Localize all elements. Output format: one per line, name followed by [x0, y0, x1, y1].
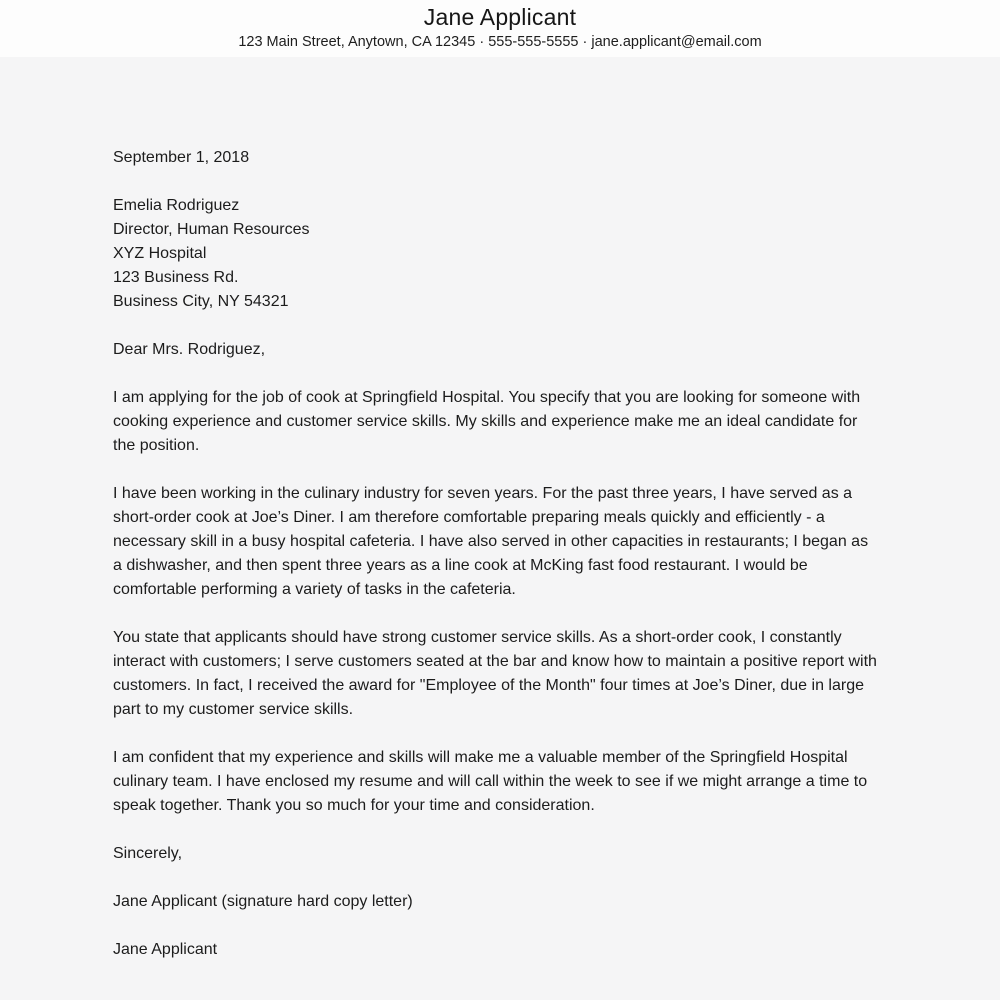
letter-header [0, 0, 1000, 57]
applicant-name: Jane Applicant [423, 4, 577, 30]
signature-note: Jane Applicant (signature hard copy letter) [113, 893, 413, 910]
letter-body [0, 57, 1000, 962]
closing: Sincerely, [113, 845, 183, 862]
body-paragraph: You state that applicants should have strong customer service skills. As a short-order cook, I constantly interact with customers; I serve customers seated at the bar and know how to maintain a positive report with customers. In fact, I received the award for "Employee of the Month" four times at Joe’s Diner, due in large part to my customer service skills. [113, 629, 877, 718]
applicant-contact-line: 123 Main Street, Anytown, CA 12345 · 555-555-5555 · jane.applicant@email.com [238, 34, 762, 50]
salutation: Dear Mrs. Rodriguez, [113, 341, 266, 358]
recipient-title: Director, Human Resources [113, 221, 310, 238]
letter-date: September 1, 2018 [113, 149, 250, 166]
body-paragraph: I have been working in the culinary industry for seven years. For the past three years, I have served as a short-order cook at Joe’s Diner. I am therefore comfortable preparing meals quickly and efficiently - a necessary skill in a busy hospital cafeteria. I have also served in other capacities in restaurants; I began as a dishwasher, and then spent three years as a line cook at McKing fast food restaurant. I would be comfortable performing a variety of tasks in the cafeteria. [113, 485, 869, 598]
recipient-address-block [113, 194, 878, 314]
recipient-name: Emelia Rodriguez [113, 197, 240, 214]
recipient-street: 123 Business Rd. [113, 269, 239, 286]
recipient-company: XYZ Hospital [113, 245, 207, 262]
body-paragraph: I am confident that my experience and skills will make me a valuable member of the Springfield Hospital culinary team. I have enclosed my resume and will call within the week to see if we might arrange a time to speak together. Thank you so much for your time and consideration. [113, 749, 868, 814]
recipient-city: Business City, NY 54321 [113, 293, 289, 310]
signature-name: Jane Applicant [113, 941, 218, 958]
body-paragraph: I am applying for the job of cook at Springfield Hospital. You specify that you are looking for someone with cooking experience and customer service skills. My skills and experience make me an ideal candidate for the position. [113, 389, 861, 454]
